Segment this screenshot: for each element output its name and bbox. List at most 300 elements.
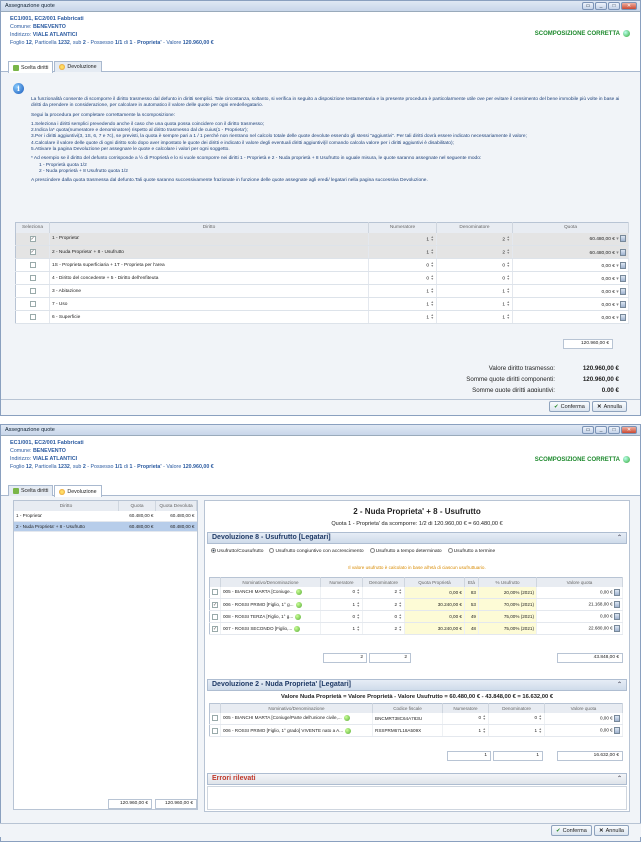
quota-line: Quota 1 - Proprieta' da scomporre: 1/2 di 120.960,00 € = 60.480,00 € — [331, 521, 503, 527]
nominativo-cell — [221, 725, 373, 737]
sum-label: Somme quote diritti aggiuntivi: — [472, 387, 555, 392]
dropdown-arrow-icon[interactable]: ▾ — [616, 302, 619, 308]
table-row[interactable] — [210, 611, 623, 623]
denominatore-cell[interactable] — [489, 713, 545, 725]
tab-label: Devoluzione — [67, 488, 97, 495]
select-checkbox[interactable]: ✓ — [213, 625, 218, 632]
usufrutto-total-num: 2 — [323, 653, 367, 663]
quota-value: 60.480,00 € — [589, 250, 615, 256]
maximize-button[interactable]: □ — [608, 2, 620, 10]
table-row[interactable] — [16, 285, 629, 298]
col-header[interactable]: Denominatore — [489, 704, 545, 713]
calculator-icon[interactable] — [614, 727, 620, 734]
valore-quota-value: 0,00 € — [599, 613, 613, 619]
indirizzo-label: Indirizzo: — [10, 456, 32, 462]
select-checkbox[interactable] — [30, 314, 36, 320]
numeratore-cell[interactable] — [369, 259, 437, 272]
total-quota-devoluta: 120.960,00 € — [155, 799, 197, 809]
diritto-cell: 3 - Abitazione — [50, 285, 369, 298]
numeratore-cell[interactable] — [369, 233, 437, 246]
nominativo-cell — [221, 713, 373, 725]
numeratore-cell[interactable] — [369, 272, 437, 285]
valore-quota-cell — [537, 623, 623, 635]
denominatore-cell[interactable] — [437, 272, 513, 285]
spinner-arrows-icon[interactable]: ▲ ▼ — [430, 260, 434, 268]
denominatore-cell[interactable] — [363, 587, 405, 599]
valore-quota-cell — [545, 713, 623, 725]
spinner-arrows-icon[interactable]: ▲ ▼ — [356, 600, 360, 608]
numeratore-cell[interactable] — [369, 298, 437, 311]
quota-cell — [513, 259, 629, 272]
table-row[interactable] — [16, 311, 629, 324]
calculator-icon[interactable] — [614, 625, 620, 632]
person-icon[interactable] — [296, 589, 302, 595]
col-header[interactable]: Quota — [119, 501, 156, 511]
valore-quota-value: 22.680,00 € — [588, 625, 613, 631]
radio-congiuntivo[interactable] — [269, 548, 363, 554]
np-total-num: 1 — [447, 751, 491, 761]
close-icon: ✕ — [599, 827, 604, 834]
denominatore-value: 1 — [502, 315, 505, 321]
spinner-arrows-icon[interactable]: ▲ ▼ — [538, 714, 542, 722]
sum-value: 0,00 € — [601, 387, 619, 392]
numeratore-value: 1 — [352, 625, 355, 631]
tab-label: Devoluzione — [67, 64, 97, 70]
step-1: 1.Seleziona i diritti semplici prevedendo anche il caso che una quota possa coincidere con il diritto trasmesso; — [31, 121, 265, 127]
denominatore-cell[interactable] — [437, 298, 513, 311]
quota-value: 0,00 € — [601, 302, 615, 308]
foglio-value: 12 — [25, 40, 32, 46]
possesso-label: Possesso — [90, 464, 114, 470]
spinner-arrows-icon[interactable]: ▲ ▼ — [482, 726, 486, 734]
spinner-arrows-icon[interactable]: ▲ ▼ — [398, 600, 402, 608]
table-row[interactable] — [210, 725, 623, 737]
spinner-arrows-icon[interactable]: ▲ ▼ — [430, 312, 434, 320]
restore-down-icon[interactable]: ▭ — [582, 426, 594, 434]
select-checkbox[interactable] — [30, 262, 36, 268]
col-header[interactable]: Diritto — [14, 501, 119, 511]
eta-cell: 49 — [465, 611, 479, 623]
diritto-cell: 1S - Proprieta superficiaria + 1T - Proprieta per l'area — [50, 259, 369, 272]
denominatore-cell[interactable] — [437, 259, 513, 272]
numeratore-value: 0 — [426, 276, 429, 282]
info-icon: i — [13, 83, 24, 94]
comune-label: Comune: — [10, 24, 32, 30]
spinner-arrows-icon[interactable]: ▲ ▼ — [482, 714, 486, 722]
select-cell — [210, 713, 221, 725]
foglio-label: Foglio — [10, 464, 25, 470]
radio-usufrutto[interactable] — [211, 548, 263, 554]
cancel-label: Annulla — [605, 827, 624, 834]
col-header[interactable]: Quota — [513, 223, 629, 233]
col-header[interactable]: Numeratore — [369, 223, 437, 233]
dropdown-arrow-icon[interactable]: ▾ — [616, 315, 619, 321]
spinner-arrows-icon[interactable]: ▲ ▼ — [430, 286, 434, 294]
tab-scelta-diritti[interactable] — [8, 485, 53, 496]
table-row[interactable] — [210, 623, 623, 635]
person-icon[interactable] — [345, 728, 351, 734]
select-checkbox[interactable]: ✓ — [30, 235, 35, 242]
quota-cell: 60.480,00 € — [119, 521, 156, 531]
comune-label: Comune: — [10, 448, 32, 454]
spinner-arrows-icon[interactable]: ▲ ▼ — [430, 299, 434, 307]
section-usufrutto[interactable] — [207, 532, 627, 544]
spinner-arrows-icon[interactable]: ▲ ▼ — [356, 624, 360, 632]
di-label: di — [123, 40, 128, 46]
possesso-value: 1/1 — [114, 464, 123, 470]
diritti-list — [14, 501, 197, 532]
close-button[interactable]: ✕ — [621, 2, 637, 10]
minimize-button[interactable]: _ — [595, 426, 607, 434]
select-checkbox[interactable] — [30, 301, 36, 307]
cancel-button[interactable] — [594, 825, 629, 836]
spinner-arrows-icon[interactable]: ▲ ▼ — [506, 260, 510, 268]
col-header[interactable]: Denominatore — [363, 578, 405, 587]
quota-proprieta-cell: 0,00 € — [405, 611, 465, 623]
codice-fiscale-cell: BNCMRT38C64A783U — [373, 713, 443, 725]
valore-quota-value: 0,00 € — [599, 589, 613, 595]
table-row[interactable] — [16, 298, 629, 311]
step-4: 4.Calcolare il valore delle quote di ogni diritto solo dopo aver impostato le quote dei diritti e indicato il valore degli eventuali diritti aggiuntivi(il comando calcola valore per i diritti aggiuntivi è disabilitato); — [31, 140, 454, 146]
example-line-2: 2 - Nuda proprietà + 8 Usufrutto quota 1/2 — [39, 168, 128, 174]
status-text: SCOMPOSIZIONE CORRETTA — [534, 30, 620, 37]
col-header[interactable]: Età — [465, 578, 479, 587]
restore-down-icon[interactable]: ▭ — [582, 2, 594, 10]
radio-on-icon — [211, 548, 216, 553]
spinner-arrows-icon[interactable]: ▲ ▼ — [506, 273, 510, 281]
calculator-icon[interactable] — [620, 249, 626, 256]
denominatore-value: 0 — [394, 613, 397, 619]
nuda-proprieta-line: Valore Nuda Proprietà = Valore Proprietà - Valore Usufrutto = 60.480,00 € - 43.848,00 € = 16.632,00 € — [280, 694, 554, 700]
person-icon[interactable] — [294, 626, 300, 632]
status-badge — [535, 456, 630, 463]
radio-termine[interactable] — [448, 548, 496, 554]
property-ids: EC1/001, EC2/001 Fabbricati — [10, 440, 84, 446]
tab-devoluzione[interactable] — [54, 61, 101, 72]
eta-cell: 83 — [465, 587, 479, 599]
confirm-button[interactable] — [551, 825, 592, 836]
calculator-icon[interactable] — [614, 589, 620, 596]
calculator-icon[interactable] — [620, 314, 626, 321]
calculator-icon[interactable] — [614, 715, 620, 722]
radio-tempo-determinato[interactable] — [370, 548, 442, 554]
indirizzo-label: Indirizzo: — [10, 32, 32, 38]
spinner-arrows-icon[interactable]: ▲ ▼ — [430, 234, 434, 242]
select-checkbox[interactable] — [212, 614, 218, 620]
diritto-cell: 1 - Proprieta' — [14, 511, 119, 521]
valore-value: 120.960,00 € — [182, 40, 214, 46]
denominatore-cell[interactable] — [437, 246, 513, 259]
spinner-arrows-icon[interactable]: ▲ ▼ — [506, 247, 510, 255]
nominativo-value: 005 - BIANCHI MARTA [Coniuge/Parte dell'unione civile,... — [223, 715, 342, 721]
section-title: Errori rilevati — [212, 775, 256, 782]
window-scelta-diritti — [0, 0, 641, 416]
numeratore-cell[interactable] — [321, 611, 363, 623]
numeratore-cell[interactable] — [369, 246, 437, 259]
col-header[interactable]: % Usufrutto — [479, 578, 537, 587]
numeratore-value: 0 — [426, 263, 429, 269]
denominatore-cell[interactable] — [437, 311, 513, 324]
table-row[interactable] — [210, 713, 623, 725]
numeratore-value: 1 — [426, 236, 429, 242]
denominatore-value: 0 — [534, 715, 537, 721]
denominatore-value: 2 — [502, 236, 505, 242]
usufrutto-note: Il valore usufrutto è calcolato in base all'età di ciascun usufruttuario. — [348, 565, 486, 570]
spinner-arrows-icon[interactable]: ▲ ▼ — [430, 247, 434, 255]
collapse-icon[interactable]: ⌃ — [616, 776, 622, 782]
denominatore-cell[interactable] — [363, 623, 405, 635]
valore-quota-cell — [537, 611, 623, 623]
summary — [391, 363, 619, 392]
select-checkbox[interactable]: ✓ — [213, 601, 218, 608]
list-item-selected[interactable] — [14, 521, 197, 531]
usufrutto-grid — [209, 577, 623, 635]
procedure-heading: Segui la procedura per completare correttamente la scomposizione: — [31, 112, 175, 118]
footer-bar — [1, 399, 640, 413]
quota-cell — [513, 233, 629, 246]
radio-label: Usufrutto a termine — [453, 548, 496, 554]
sum-label: Somme quote diritti componenti: — [466, 376, 555, 383]
collapse-icon[interactable]: ⌃ — [616, 535, 622, 541]
valore-label: Valore — [166, 464, 182, 470]
np-total-den: 1 — [493, 751, 543, 761]
quota-value: 0,00 € — [601, 276, 615, 282]
spinner-arrows-icon[interactable]: ▲ ▼ — [538, 726, 542, 734]
table-row[interactable] — [16, 246, 629, 259]
numeratore-value: 0 — [352, 589, 355, 595]
select-cell — [210, 725, 221, 737]
percent-usufrutto-cell: 70,00% (2021) — [479, 599, 537, 611]
indirizzo-value: VIALE ATLANTICI — [32, 32, 78, 38]
quota-cell — [513, 285, 629, 298]
quota-cell: 60.480,00 € — [119, 511, 156, 521]
title-bar[interactable] — [1, 1, 640, 12]
col-header[interactable]: Seleziona — [16, 223, 50, 233]
step-3: 3.Per i diritti aggiuntivi(3, 1S, 6, 7 e 7c), se previsti, la quota è sempre pari a 1 / 1 perché non rientrano nel calcolo totale delle quote devolute essendo gli stessi "aggiuntivi". Per tali diritti dovrà essere indicato necessariamente il valore; — [31, 134, 527, 140]
quota-cell — [513, 272, 629, 285]
window-title: Assegnazione quote — [5, 427, 55, 433]
col-header-select[interactable] — [210, 704, 221, 713]
calculator-icon[interactable] — [620, 275, 626, 282]
col-header[interactable]: Numeratore — [321, 578, 363, 587]
property-ids: EC1/001, EC2/001 Fabbricati — [10, 16, 84, 22]
denominatore-cell[interactable] — [363, 611, 405, 623]
col-header[interactable]: Diritto — [50, 223, 369, 233]
denominatore-value: 1 — [502, 302, 505, 308]
calculator-icon[interactable] — [614, 613, 620, 620]
indirizzo-value: VIALE ATLANTICI — [32, 456, 78, 462]
quota-devoluta-cell: 60.480,00 € — [156, 521, 197, 531]
nominativo-value: 008 - ROSSI TERZA [Figlio, 1° g... — [223, 613, 294, 619]
usufrutto-type-radios — [211, 548, 495, 554]
col-header[interactable]: Nominativo/Denominazione — [221, 578, 321, 587]
select-checkbox[interactable] — [212, 715, 218, 721]
instructions-text — [31, 97, 627, 185]
possesso-desc: Proprieta' — [137, 464, 162, 470]
radio-off-icon — [370, 548, 375, 553]
check-icon: ✔ — [556, 827, 561, 834]
select-checkbox[interactable]: ✓ — [30, 248, 35, 255]
example-text: * Ad esempio se il diritto del defunto corrisponde a ½ di Proprietà e lo si vuole scomporre nei diritti 1 - Proprietà e 2 - Nuda proprietà + 8 Usufrutto in uguale misura, le quote saranno assegnate nel seguente modo: — [31, 156, 482, 162]
numeratore-cell[interactable] — [369, 311, 437, 324]
step-2: 2.Indica la* quota(numeratore e denominatore) rispetto al diritto trasmesso dal de cuius(1 - Proprieta'); — [31, 128, 248, 134]
dropdown-arrow-icon[interactable]: ▾ — [616, 237, 619, 243]
dropdown-arrow-icon[interactable]: ▾ — [616, 263, 619, 269]
person-icon[interactable] — [296, 602, 302, 608]
collapse-icon[interactable]: ⌃ — [616, 682, 622, 688]
table-row[interactable] — [210, 587, 623, 599]
panel-title: 2 - Nuda Proprieta' + 8 - Usufrutto — [353, 507, 481, 516]
person-icon[interactable] — [295, 614, 301, 620]
sub-value: 2 — [82, 464, 86, 470]
minimize-button[interactable]: _ — [595, 2, 607, 10]
tab-devoluzione[interactable] — [54, 485, 101, 497]
spinner-arrows-icon[interactable]: ▲ ▼ — [506, 299, 510, 307]
tab-scelta-diritti[interactable] — [8, 61, 53, 73]
spinner-arrows-icon[interactable]: ▲ ▼ — [356, 612, 360, 620]
section-nuda-proprieta[interactable] — [207, 679, 627, 691]
numeratore-cell[interactable] — [369, 285, 437, 298]
dropdown-arrow-icon[interactable]: ▾ — [616, 276, 619, 282]
quota-proprieta-cell: 30.240,00 € — [405, 599, 465, 611]
spinner-arrows-icon[interactable]: ▲ ▼ — [398, 612, 402, 620]
numeratore-cell[interactable] — [321, 599, 363, 611]
numeratore-cell[interactable] — [321, 587, 363, 599]
status-text: SCOMPOSIZIONE CORRETTA — [534, 456, 620, 463]
tab-bar — [1, 484, 640, 496]
quota-cell — [513, 246, 629, 259]
denominatore-cell[interactable] — [363, 599, 405, 611]
section-errori[interactable] — [207, 773, 627, 785]
diritto-cell: 2 - Nuda Proprieta' + 8 - Usufrutto — [50, 246, 369, 259]
col-header[interactable]: Numeratore — [443, 704, 489, 713]
col-header[interactable]: Nominativo/Denominazione — [221, 704, 373, 713]
spinner-arrows-icon[interactable]: ▲ ▼ — [506, 312, 510, 320]
select-checkbox[interactable] — [30, 288, 36, 294]
footer-bar — [0, 823, 641, 837]
list-item[interactable] — [14, 511, 197, 521]
col-header[interactable]: Codice fiscale — [373, 704, 443, 713]
select-cell — [16, 285, 50, 298]
numeratore-cell[interactable] — [443, 713, 489, 725]
cancel-button[interactable] — [592, 401, 627, 412]
table-row[interactable] — [16, 233, 629, 246]
spinner-arrows-icon[interactable]: ▲ ▼ — [398, 588, 402, 596]
dropdown-arrow-icon[interactable]: ▾ — [616, 250, 619, 256]
table-row[interactable] — [210, 599, 623, 611]
section-title: Devoluzione 8 - Usufrutto [Legatari] — [212, 534, 331, 541]
globe-icon — [59, 64, 65, 70]
list-icon — [13, 488, 19, 494]
quota-total: 120.960,00 € — [563, 339, 613, 349]
particella-label: Particella — [34, 464, 57, 470]
foglio-value: 12 — [25, 464, 32, 470]
calculator-icon[interactable] — [620, 288, 626, 295]
possesso-desc: Proprieta' — [137, 40, 162, 46]
numeratore-value: 1 — [352, 601, 355, 607]
table-row[interactable] — [16, 272, 629, 285]
numeratore-value: 0 — [352, 613, 355, 619]
quota-proprieta-cell: 30.240,00 € — [405, 623, 465, 635]
col-header[interactable]: Valore quota — [545, 704, 623, 713]
confirm-button[interactable] — [549, 401, 590, 412]
check-icon — [623, 456, 630, 463]
table-row[interactable] — [16, 259, 629, 272]
denominatore-value: 2 — [394, 625, 397, 631]
sub-value: 2 — [82, 40, 86, 46]
col-header[interactable]: Valore quota — [537, 578, 623, 587]
nominativo-value: 005 - BIANCHI MARTA [Coniuge... — [223, 589, 294, 595]
check-icon — [623, 30, 630, 37]
calculator-icon[interactable] — [614, 601, 620, 608]
quota-cell — [513, 298, 629, 311]
person-icon[interactable] — [344, 715, 350, 721]
status-badge — [535, 30, 630, 37]
calculator-icon[interactable] — [620, 262, 626, 269]
errori-list — [207, 786, 627, 810]
comune-value: BENEVENTO — [32, 24, 66, 30]
denominatore-cell[interactable] — [437, 233, 513, 246]
final-note: A prescindere dalla quota trasmessa dal defunto.Tali quote saranno successivamente frazionate in funzione delle quote assegnate agli eredi/ legatari nella pagina successiva Devoluzione. — [31, 178, 428, 184]
col-header[interactable]: Quota Devoluta — [156, 501, 197, 511]
spinner-arrows-icon[interactable]: ▲ ▼ — [506, 286, 510, 294]
select-checkbox[interactable] — [30, 275, 36, 281]
select-cell — [16, 259, 50, 272]
col-header[interactable]: Quota Proprietà — [405, 578, 465, 587]
denominatore-cell[interactable] — [437, 285, 513, 298]
section-title: Devoluzione 2 - Nuda Proprieta' [Legatari] — [212, 681, 351, 688]
denominatore-value: 1 — [534, 727, 537, 733]
valore-quota-cell — [545, 725, 623, 737]
denominatore-value: 2 — [394, 589, 397, 595]
select-checkbox[interactable] — [212, 589, 218, 595]
spinner-arrows-icon[interactable]: ▲ ▼ — [506, 234, 510, 242]
diritti-list-panel — [13, 500, 198, 810]
spinner-arrows-icon[interactable]: ▲ ▼ — [430, 273, 434, 281]
numeratore-cell[interactable] — [321, 623, 363, 635]
percent-usufrutto-cell: 20,00% (2021) — [479, 587, 537, 599]
col-header-select[interactable] — [210, 578, 221, 587]
denominatore-value: 1 — [502, 289, 505, 295]
globe-icon — [59, 489, 65, 495]
calculator-icon[interactable] — [620, 235, 626, 242]
sub-label: sub — [72, 464, 82, 470]
maximize-button[interactable]: □ — [608, 426, 620, 434]
valore-quota-value: 0,00 € — [599, 727, 613, 733]
select-checkbox[interactable] — [212, 728, 218, 734]
spinner-arrows-icon[interactable]: ▲ ▼ — [356, 588, 360, 596]
col-header[interactable]: Denominatore — [437, 223, 513, 233]
quota-devoluta-cell: 60.480,00 € — [156, 511, 197, 521]
dropdown-arrow-icon[interactable]: ▾ — [616, 289, 619, 295]
numeratore-cell[interactable] — [443, 725, 489, 737]
calculator-icon[interactable] — [620, 301, 626, 308]
window-title: Assegnazione quote — [5, 3, 55, 9]
title-bar[interactable] — [1, 425, 640, 436]
close-button[interactable]: ✕ — [621, 426, 637, 434]
select-cell — [16, 272, 50, 285]
spinner-arrows-icon[interactable]: ▲ ▼ — [398, 624, 402, 632]
codice-fiscale-cell: RSSPRM67L18A509X — [373, 725, 443, 737]
di-label: di — [123, 464, 128, 470]
valore-quota-value: 21.168,00 € — [588, 601, 613, 607]
quota-value: 0,00 € — [601, 315, 615, 321]
numeratore-value: 1 — [478, 727, 481, 733]
property-header: EC1/001, EC2/001 Fabbricati Comune: BENEVENTO Indirizzo: VIALE ATLANTICI Foglio 12, Particella 1232, sub 2 - Possesso 1/1 di 1 - Proprieta' - Valore 120.960,00 € SCOMPOSIZIONE CORRETTA — [1, 12, 640, 60]
possesso-label: Possesso — [90, 40, 114, 46]
denominatore-cell[interactable] — [489, 725, 545, 737]
usufrutto-total-valore: 43.848,00 € — [557, 653, 623, 663]
